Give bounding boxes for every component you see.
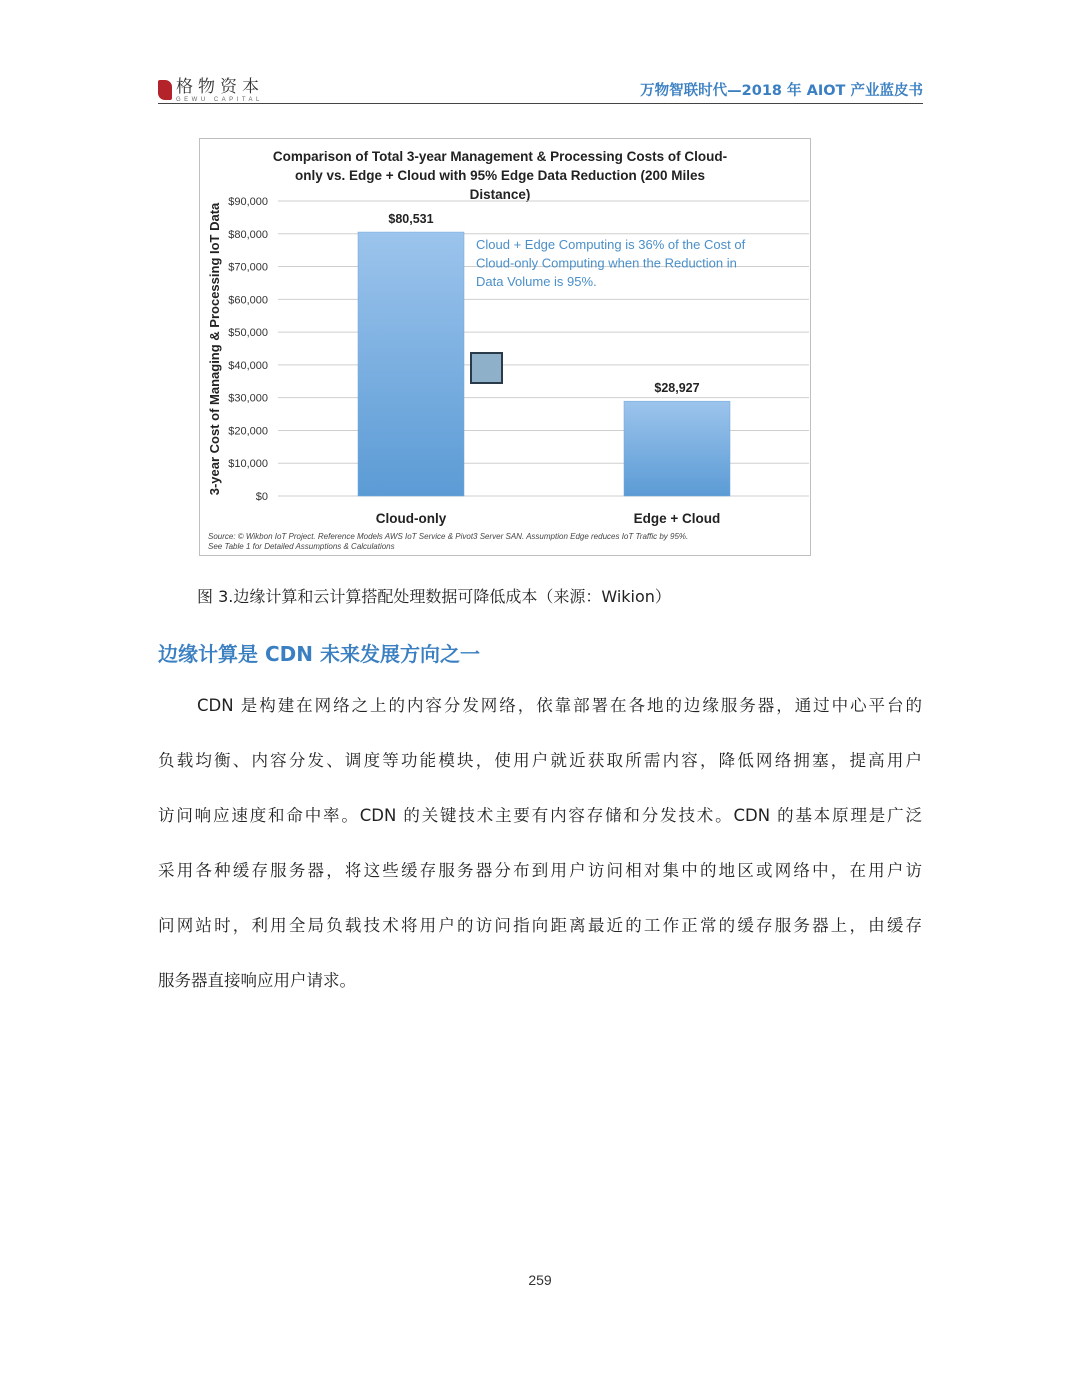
y-tick-label: $20,000	[228, 425, 268, 438]
annotation-line: Data Volume is 95%.	[476, 274, 597, 289]
bar-value-label: $28,927	[654, 381, 700, 396]
y-tick-label: $0	[255, 491, 268, 503]
paragraph-line: 服务器直接响应用户请求。	[158, 971, 356, 990]
x-tick-label: Cloud-only	[375, 511, 447, 526]
y-tick-label: $90,000	[228, 196, 268, 208]
chart-title-line: Comparison of Total 3-year Management & Processing Costs of Cloud-	[272, 149, 728, 164]
page-header	[158, 74, 923, 104]
section-heading: 边缘计算是 CDN 未来发展方向之一	[158, 642, 480, 666]
annotation-line: Cloud-only Computing when the Reduction in	[476, 255, 737, 271]
annotation-line: Cloud + Edge Computing is 36% of the Cost of	[476, 237, 746, 252]
paragraph-line: 访问响应速度和命中率。CDN 的关键技术主要有内容存储和分发技术。CDN 的基本原理是广泛	[158, 806, 922, 825]
bar-chart	[200, 139, 810, 555]
chart-title-line: Distance)	[469, 187, 531, 202]
header-divider	[158, 103, 923, 104]
logo-chinese-text: 格物资本	[176, 77, 264, 97]
document-title: 万物智联时代—2018 年 AIOT 产业蓝皮书	[640, 83, 923, 99]
y-tick-label: $50,000	[228, 327, 268, 340]
y-tick-label: $30,000	[228, 392, 268, 405]
chart-figure	[199, 138, 811, 556]
chart-annotation	[476, 237, 746, 289]
y-axis-ticks	[228, 196, 268, 503]
y-tick-label: $60,000	[228, 294, 268, 307]
paragraph-line: 采用各种缓存服务器，将这些缓存服务器分布到用户访问相对集中的地区或网络中，在用户访	[158, 861, 922, 880]
square-marker-icon	[471, 353, 502, 383]
y-tick-label: $10,000	[228, 458, 268, 471]
y-tick-label: $80,000	[228, 228, 268, 241]
bar-edge-cloud	[624, 401, 730, 496]
chart-bars	[358, 232, 730, 496]
company-logo	[158, 78, 264, 104]
x-tick-label: Edge + Cloud	[633, 511, 721, 526]
paragraph-line: CDN 是构建在网络之上的内容分发网络，依靠部署在各地的边缘服务器，通过中心平台的	[197, 696, 922, 715]
y-tick-label: $70,000	[228, 261, 268, 274]
chart-source-line-1: Source: © Wikbon IoT Project. Reference Models AWS IoT Service & Pivot3 Server SAN. Assumption Edge reduces IoT Traffic by 95%.	[208, 532, 689, 541]
bar-cloud-only	[358, 232, 464, 496]
bar-value-label: $80,531	[388, 212, 434, 227]
figure-caption: 图 3.边缘计算和云计算搭配处理数据可降低成本（来源：Wikion）	[197, 587, 671, 606]
page-number: 259	[528, 1272, 552, 1288]
y-tick-label: $40,000	[228, 359, 268, 372]
paragraph-line: 问网站时，利用全局负载技术将用户的访问指向距离最近的工作正常的缓存服务器上，由缓存	[158, 916, 922, 935]
logo-english-text: GEWU CAPITAL	[176, 97, 263, 103]
logo-seal-icon	[158, 80, 172, 100]
chart-title	[273, 149, 727, 202]
y-axis-label: 3-year Cost of Managing & Processing IoT Data	[207, 202, 222, 496]
paragraph-line: 负载均衡、内容分发、调度等功能模块，使用户就近获取所需内容，降低网络拥塞，提高用户	[158, 751, 922, 770]
chart-title-line: only vs. Edge + Cloud with 95% Edge Data Reduction (200 Miles	[295, 168, 705, 183]
chart-source-line-2: See Table 1 for Detailed Assumptions & Calculations	[208, 542, 395, 551]
